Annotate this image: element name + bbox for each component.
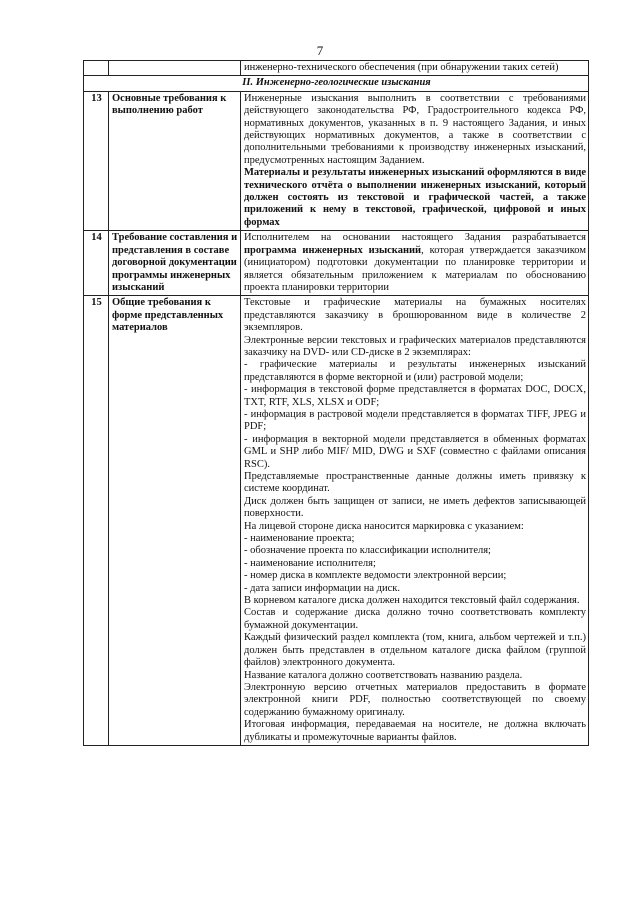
paragraph-bold: Материалы и результаты инженерных изысканий оформляются в виде технического отчёта о выполнении инженерных изысканий, который должен состоять из текстовой и графической частей, а также приложений к нему в текстовой, графической, цифровой и иных формах <box>244 167 586 228</box>
paragraph: Электронную версию отчетных материалов предоставить в формате электронной книги PDF, полностью соответствующей по своему содержанию бумажному оригиналу. <box>244 681 586 718</box>
requirements-table <box>83 60 589 746</box>
row-number: 13 <box>84 91 109 230</box>
list-item: - графические материалы и результаты инженерных изысканий представляются в форме векторной и (или) растровой модели; <box>244 359 586 383</box>
requirement-name: Основные требования к выполнению работ <box>109 91 241 230</box>
text-strong: программа инженерных изысканий <box>244 244 422 256</box>
paragraph: Диск должен быть защищен от записи, не иметь дефектов записывающей поверхности. <box>244 495 586 520</box>
row-number: 14 <box>84 231 109 296</box>
paragraph: Каждый физический раздел комплекта (том, книга, альбом чертежей и т.п.) должен быть представлен в отдельном каталоге диска файлом (группой файлов) электронного документа. <box>244 632 586 669</box>
table-row-14 <box>84 231 589 296</box>
page-number: 7 <box>316 43 324 58</box>
section-header-row <box>84 76 589 91</box>
row-number-cell <box>84 61 109 76</box>
section-title: II. Инженерно-геологические изыскания <box>84 76 589 91</box>
list-item: - информация в текстовой форме представляется в форматах DOC, DOCX, TXT, RTF, XLS, XLSX и ODF; <box>244 384 586 408</box>
row-name-cell <box>109 61 241 76</box>
paragraph: Инженерные изыскания выполнить в соответствии с требованиями действующего законодательства РФ, Градостроительного кодекса РФ, нормативных документов, указанных в п. 9 настоящего Задания, и иных действующих нормативных документов, а также в соответствии с дополнительными требованиями к производству инженерных изысканий, предусмотренных настоящим Заданием. <box>244 92 586 166</box>
list-item: - обозначение проекта по классификации исполнителя; <box>244 545 491 557</box>
requirement-text <box>241 296 589 746</box>
list-item: - информация в растровой модели представляется в форматах TIFF, JPEG и PDF; <box>244 408 586 433</box>
list-item: - наименование исполнителя; <box>244 557 376 569</box>
paragraph: Итоговая информация, передаваемая на носителе, не должна включать дубликаты и промежуточные варианты файлов. <box>244 719 586 743</box>
requirement-name: Общие требования к форме представленных материалов <box>109 296 241 746</box>
requirement-text <box>241 91 589 230</box>
paragraph: В корневом каталоге диска должен находится текстовый файл содержания. <box>244 595 580 607</box>
paragraph: На лицевой стороне диска наносится маркировка с указанием: <box>244 520 524 532</box>
text-before: Исполнителем на основании настоящего Задания разрабатывается <box>244 232 586 244</box>
row-number: 15 <box>84 296 109 746</box>
paragraph: Текстовые и графические материалы на бумажных носителях представляются заказчику в брошюрованном виде в количестве 2 экземпляров. <box>244 297 586 334</box>
list-item: - номер диска в комплекте ведомости электронной версии; <box>244 570 507 582</box>
list-item: - дата записи информации на диск. <box>244 582 401 594</box>
paragraph: Электронные версии текстовых и графических материалов представляются заказчику на DVD- или CD-диске в 2 экземплярах: <box>244 334 586 358</box>
paragraph: Состав и содержание диска должно точно соответствовать комплекту бумажной документации. <box>244 607 586 631</box>
list-item: - наименование проекта; <box>244 533 355 545</box>
text-after: , которая утверждается заказчиком (инициатором) подготовки документации по планировке территории и является обязательным приложением к материалам по обоснованию проекта планировки территории <box>244 244 586 293</box>
list-item: - информация в векторной модели представляется в обменных форматах GML и SHP либо MIF/ MID, DWG и SXF (совместно с файлами описания RSC). <box>244 433 586 470</box>
table-row-13 <box>84 91 589 230</box>
requirement-name: Требование составления и представления в составе договорной документации программы инженерных изысканий <box>109 231 241 296</box>
table-row-15 <box>84 296 589 746</box>
paragraph: Представляемые пространственные данные должны иметь привязку к системе координат. <box>244 471 586 495</box>
table-row-continuation <box>84 61 589 76</box>
requirement-text <box>241 231 589 296</box>
paragraph: Название каталога должно соответствовать названию раздела. <box>244 669 523 681</box>
continuation-text: инженерно-технического обеспечения (при обнаружении таких сетей) <box>241 61 589 76</box>
